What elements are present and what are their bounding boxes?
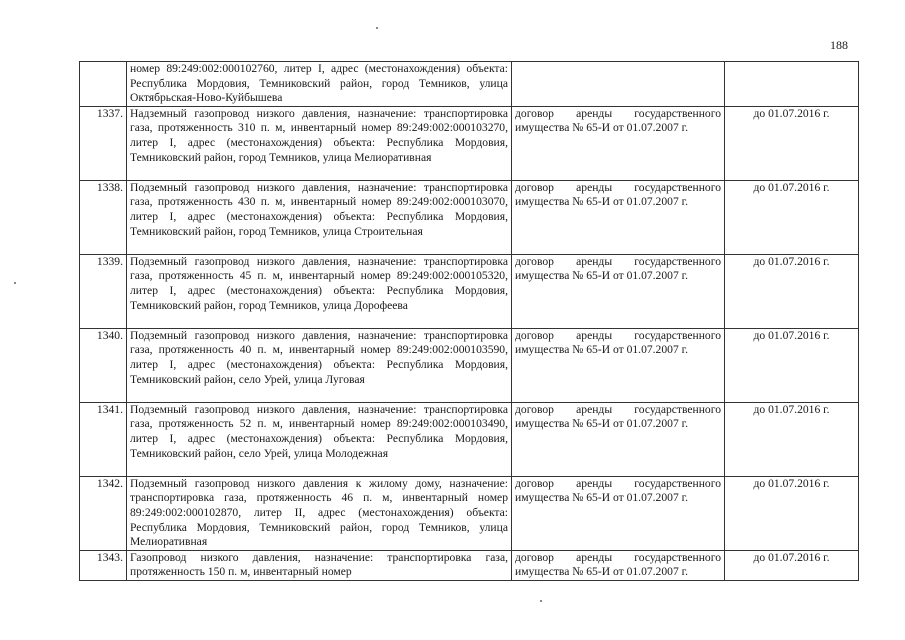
term (725, 62, 859, 107)
object-description: Газопровод низкого давления, назначение: транспортировка газа, протяженность 150 п. м, инвентарный номер (127, 550, 512, 580)
legal-basis (512, 62, 725, 107)
row-number: 1343. (80, 550, 127, 580)
legal-basis: договор аренды государственного имущества № 65-И от 01.07.2007 г. (512, 550, 725, 580)
term: до 01.07.2016 г. (725, 328, 859, 402)
table-row (80, 180, 859, 254)
table-row (80, 106, 859, 180)
scan-speck (376, 27, 378, 29)
table-row (80, 402, 859, 476)
term: до 01.07.2016 г. (725, 180, 859, 254)
legal-basis: договор аренды государственного имущества № 65-И от 01.07.2007 г. (512, 476, 725, 550)
row-number: 1338. (80, 180, 127, 254)
object-description: Подземный газопровод низкого давления, назначение: транспортировка газа, протяженность 430 п. м, инвентарный номер 89:249:002:000103070, литер I, адрес (местонахождения) объекта: Республика Мордовия, Темниковский район, город Темников, улица Строительная (127, 180, 512, 254)
legal-basis: договор аренды государственного имущества № 65-И от 01.07.2007 г. (512, 402, 725, 476)
row-number: 1340. (80, 328, 127, 402)
object-description: номер 89:249:002:000102760, литер I, адрес (местонахождения) объекта: Республика Мордовия, Темниковский район, город Темников, улица Октябрьская-Ново-Куйбышева (127, 62, 512, 107)
table-row (80, 328, 859, 402)
object-description: Надземный газопровод низкого давления, назначение: транспортировка газа, протяженность 310 п. м, инвентарный номер 89:249:002:000103270, литер I, адрес (местонахождения) объекта: Республика Мордовия, Темниковский район, город Темников, улица Мелиоративная (127, 106, 512, 180)
term: до 01.07.2016 г. (725, 254, 859, 328)
term: до 01.07.2016 г. (725, 476, 859, 550)
legal-basis: договор аренды государственного имущества № 65-И от 01.07.2007 г. (512, 180, 725, 254)
object-description: Подземный газопровод низкого давления, назначение: транспортировка газа, протяженность 40 п. м, инвентарный номер 89:249:002:000103590, литер I, адрес (местонахождения) объекта: Республика Мордовия, Темниковский район, село Урей, улица Луговая (127, 328, 512, 402)
object-description: Подземный газопровод низкого давления, назначение: транспортировка газа, протяженность 45 п. м, инвентарный номер 89:249:002:000105320, литер I, адрес (местонахождения) объекта: Республика Мордовия, Темниковский район, город Темников, улица Дорофеева (127, 254, 512, 328)
scan-speck (14, 282, 16, 284)
row-number: 1341. (80, 402, 127, 476)
property-registry-table (79, 61, 859, 581)
term: до 01.07.2016 г. (725, 106, 859, 180)
row-number: 1342. (80, 476, 127, 550)
legal-basis: договор аренды государственного имущества № 65-И от 01.07.2007 г. (512, 328, 725, 402)
row-number: 1337. (80, 106, 127, 180)
object-description: Подземный газопровод низкого давления к жилому дому, назначение: транспортировка газа, протяженность 46 п. м, инвентарный номер 89:249:002:000102870, литер II, адрес (местонахождения) объекта: Республика Мордовия, Темниковский район, город Темников, улица Мелиоративная (127, 476, 512, 550)
legal-basis: договор аренды государственного имущества № 65-И от 01.07.2007 г. (512, 254, 725, 328)
table-row (80, 254, 859, 328)
scan-speck (540, 600, 542, 602)
page-number: 188 (830, 38, 848, 52)
term: до 01.07.2016 г. (725, 550, 859, 580)
object-description: Подземный газопровод низкого давления, назначение: транспортировка газа, протяженность 52 п. м, инвентарный номер 89:249:002:000103490, литер I, адрес (местонахождения) объекта: Республика Мордовия, Темниковский район, село Урей, улица Молодежная (127, 402, 512, 476)
legal-basis: договор аренды государственного имущества № 65-И от 01.07.2007 г. (512, 106, 725, 180)
row-number: 1339. (80, 254, 127, 328)
table-row (80, 476, 859, 550)
row-number (80, 62, 127, 107)
table-row (80, 550, 859, 580)
term: до 01.07.2016 г. (725, 402, 859, 476)
table-row (80, 62, 859, 107)
